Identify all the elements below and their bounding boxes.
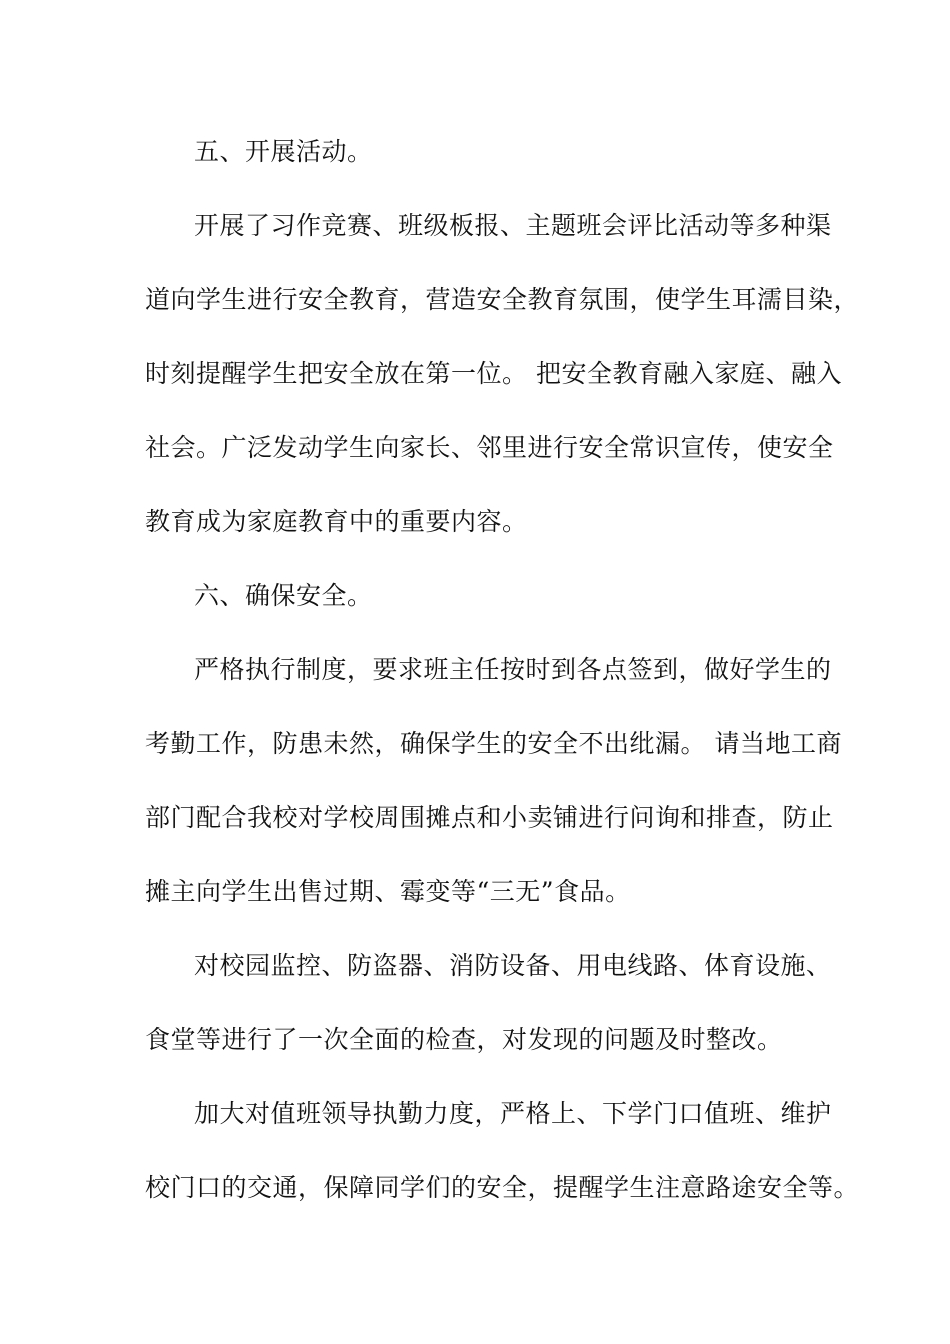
paragraph-line: 摊主向学生出售过期、霉变等“三无”食品。	[145, 877, 631, 906]
paragraph-line: 严格执行制度，要求班主任按时到各点签到，做好学生的	[194, 655, 832, 684]
paragraph-line: 部门配合我校对学校周围摊点和小卖铺进行问询和排查，防止	[145, 803, 834, 832]
paragraph-line: 社会。广泛发动学生向家长、邻里进行安全常识宣传，使安全	[145, 433, 834, 462]
paragraph-line: 对校园监控、防盗器、消防设备、用电线路、体育设施、	[194, 951, 832, 980]
section-heading-5: 五、开展活动。	[194, 137, 373, 166]
paragraph-line: 时刻提醒学生把安全放在第一位。 把安全教育融入家庭、融入	[145, 359, 842, 388]
paragraph-line: 教育成为家庭教育中的重要内容。	[145, 507, 528, 536]
paragraph-line: 校门口的交通，保障同学们的安全，提醒学生注意路途安全等。	[145, 1173, 860, 1202]
paragraph-line: 考勤工作，防患未然，确保学生的安全不出纰漏。 请当地工商	[145, 729, 842, 758]
paragraph-line: 食堂等进行了一次全面的检查，对发现的问题及时整改。	[145, 1025, 783, 1054]
section-heading-6: 六、确保安全。	[194, 581, 373, 610]
paragraph-line: 道向学生进行安全教育，营造安全教育氛围，使学生耳濡目染，	[145, 285, 860, 314]
paragraph-line: 加大对值班领导执勤力度，严格上、下学门口值班、维护	[194, 1099, 832, 1128]
paragraph-line: 开展了习作竞赛、班级板报、主题班会评比活动等多种渠	[194, 211, 832, 240]
